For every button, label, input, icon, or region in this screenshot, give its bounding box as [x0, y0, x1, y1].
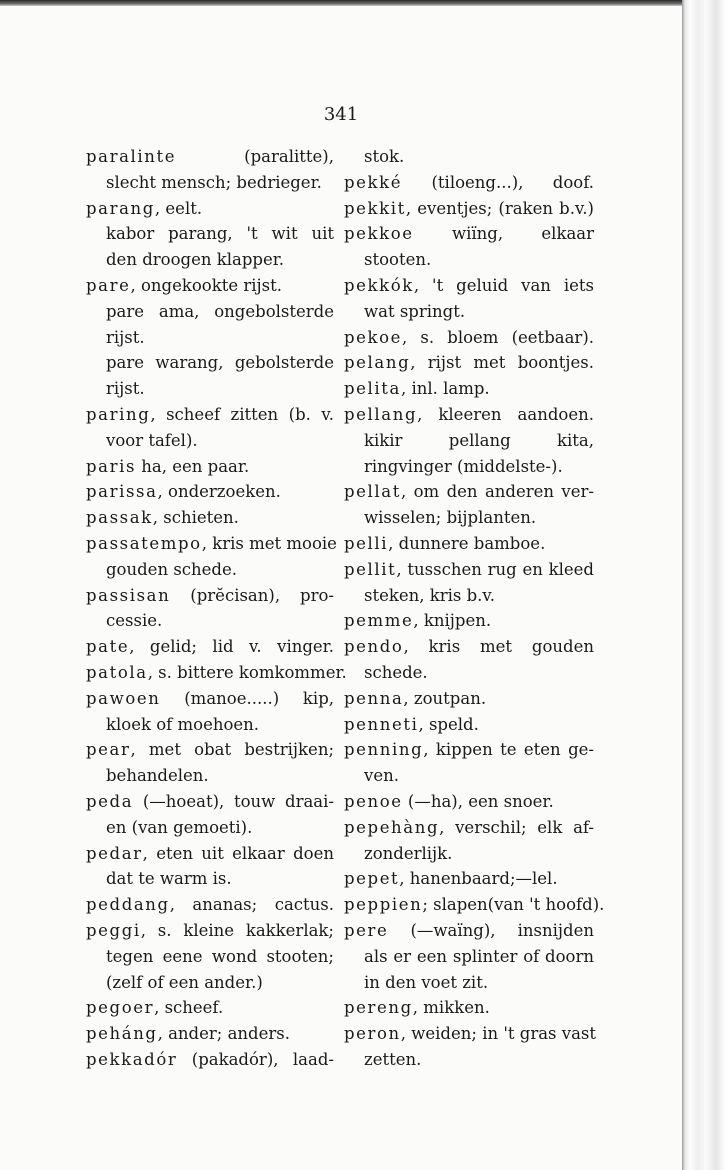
entry-text: , weiden; in 't gras vast: [400, 1024, 597, 1044]
dictionary-entry-line: [344, 350, 594, 376]
entry-text: schede.: [364, 662, 428, 682]
dictionary-entry-line: [86, 583, 334, 609]
entry-text: slecht mensch; bedrieger.: [106, 172, 322, 192]
entry-text: , 't geluid van iets: [413, 275, 594, 295]
entry-text: zetten.: [364, 1049, 422, 1069]
entry-text: kikir pellang kita,: [364, 430, 594, 450]
entry-headword: pegoer: [86, 998, 155, 1018]
entry-text: , ananas; cactus.: [169, 895, 334, 915]
dictionary-entry-line: [86, 892, 334, 918]
entry-text: , kris met mooie: [201, 533, 337, 553]
entry-text: , scheef.: [154, 998, 224, 1018]
entry-text: , om den anderen ver-: [400, 482, 594, 502]
entry-headword: pellit: [344, 559, 397, 579]
dictionary-entry-line: [344, 376, 594, 402]
dictionary-entry-line: [344, 170, 594, 196]
dictionary-continuation-line: [344, 660, 594, 686]
entry-headword: peddang: [86, 895, 170, 915]
dictionary-entry-line: [86, 737, 334, 763]
entry-headword: pere: [344, 920, 389, 940]
entry-text: (—ha), een snoer.: [402, 791, 554, 811]
dictionary-entry-line: [344, 892, 605, 918]
dictionary-entry-line: [86, 505, 334, 531]
entry-text: als er een splinter of doorn: [364, 946, 594, 966]
dictionary-continuation-line: [86, 428, 334, 454]
dictionary-continuation-line: [344, 454, 594, 480]
entry-headword: peron: [344, 1024, 401, 1044]
entry-headword: pawoen: [86, 688, 161, 708]
dictionary-entry-line: [86, 454, 334, 480]
dictionary-entry-line: [344, 815, 594, 841]
entry-text: , scheef zitten (b. v.: [150, 404, 334, 424]
entry-text: , schieten.: [152, 508, 239, 528]
dictionary-entry-line: [86, 531, 337, 557]
dictionary-continuation-line: [86, 970, 334, 996]
dictionary-continuation-line: [86, 170, 334, 196]
dictionary-entry-line: [86, 479, 334, 505]
dictionary-entry-line: [86, 273, 334, 299]
dictionary-entry-line: [344, 995, 594, 1021]
dictionary-continuation-line: [86, 350, 334, 376]
entry-headword: pekoe: [344, 327, 403, 347]
entry-text: , hanenbaard;—lel.: [399, 869, 558, 889]
dictionary-continuation-line: [86, 247, 334, 273]
entry-headword: penneti: [344, 714, 419, 734]
entry-text: ; slapen(van 't hoofd).: [422, 895, 605, 915]
dictionary-continuation-line: [344, 944, 594, 970]
entry-headword: peháng: [86, 1024, 158, 1044]
entry-text: (manoe.....) kip,: [160, 688, 334, 708]
entry-text: , zoutpan.: [403, 688, 487, 708]
entry-headword: pepet: [344, 869, 400, 889]
dictionary-continuation-line: [344, 970, 594, 996]
dictionary-continuation-line: [344, 299, 594, 325]
entry-headword: penoe: [344, 791, 403, 811]
dictionary-entry-line: [344, 1021, 597, 1047]
entry-text: pare warang, gebolsterde: [106, 353, 334, 373]
entry-text: wat springt.: [364, 301, 466, 321]
entry-text: , ander; anders.: [157, 1024, 290, 1044]
entry-text: , tusschen rug en kleed: [396, 559, 594, 579]
entry-headword: penna: [344, 688, 404, 708]
entry-text: , eten uit elkaar doen: [142, 843, 334, 863]
dictionary-entry-line: [344, 273, 594, 299]
dictionary-entry-line: [86, 1047, 334, 1073]
entry-text: , kleeren aandoen.: [417, 404, 594, 424]
dictionary-continuation-line: [86, 763, 334, 789]
dictionary-entry-line: [344, 221, 594, 247]
dictionary-continuation-line: [86, 815, 334, 841]
entry-headword: pepehàng: [344, 817, 440, 837]
entry-text: , s. bloem (eetbaar).: [402, 327, 594, 347]
entry-text: (prĕcisan), pro-: [170, 585, 334, 605]
dictionary-entry-line: [86, 196, 334, 222]
dictionary-entry-line: [344, 325, 594, 351]
entry-text: en (van gemoeti).: [106, 817, 253, 837]
entry-headword: paring: [86, 404, 151, 424]
entry-headword: paris: [86, 456, 137, 476]
dictionary-continuation-line: [86, 944, 334, 970]
entry-text: pare ama, ongebolsterde: [106, 301, 334, 321]
page-fore-edge: [682, 0, 726, 1170]
entry-text: , speld.: [418, 714, 479, 734]
entry-text: in den voet zit.: [364, 972, 489, 992]
entry-text: , dunnere bamboe.: [388, 533, 546, 553]
entry-text: (pakadór), laad-: [177, 1049, 334, 1069]
entry-headword: pekké: [344, 172, 403, 192]
dictionary-entry-line: [344, 557, 594, 583]
entry-text: steken, kris b.v.: [364, 585, 496, 605]
entry-headword: parissa: [86, 482, 158, 502]
dictionary-entry-line: [344, 866, 594, 892]
dictionary-entry-line: [344, 196, 594, 222]
scan-top-edge: [0, 0, 690, 6]
entry-text: , kris met gouden: [403, 637, 594, 657]
dictionary-entry-line: [344, 789, 594, 815]
right-column: [344, 144, 605, 1073]
entry-text: stok.: [364, 147, 405, 166]
entry-headword: penning: [344, 740, 424, 760]
entry-text: , gelid; lid v. vinger.: [129, 637, 334, 657]
dictionary-entry-line: [86, 789, 334, 815]
entry-headword: parang: [86, 198, 155, 218]
dictionary-entry-line: [86, 634, 334, 660]
entry-headword: pear: [86, 740, 131, 760]
dictionary-entry-line: [344, 608, 594, 634]
entry-headword: pare: [86, 275, 131, 295]
left-column: [86, 144, 347, 1073]
entry-headword: pelli: [344, 533, 389, 553]
dictionary-entry-line: [86, 1021, 334, 1047]
entry-text: (—waïng), insnijden: [388, 920, 594, 940]
dictionary-entry-line: [344, 634, 594, 660]
entry-headword: pellat: [344, 482, 401, 502]
entry-text: cessie.: [106, 611, 163, 631]
dictionary-continuation-line: [86, 608, 334, 634]
entry-text: , kippen te eten ge-: [423, 740, 594, 760]
dictionary-entry-line: [344, 402, 594, 428]
entry-headword: passatempo: [86, 533, 202, 553]
dictionary-continuation-line: [344, 505, 594, 531]
dictionary-entry-line: [344, 686, 594, 712]
entry-text: , s. kleine kakkerlak;: [140, 920, 334, 940]
dictionary-continuation-line: [86, 221, 334, 247]
dictionary-continuation-line: [344, 763, 594, 789]
entry-text: den droogen klapper.: [106, 250, 285, 270]
entry-headword: pekkadór: [86, 1049, 178, 1069]
dictionary-entry-line: [344, 737, 594, 763]
dictionary-entry-line: [86, 841, 334, 867]
entry-text: voor tafel).: [106, 430, 198, 450]
dictionary-continuation-line: [86, 376, 334, 402]
entry-text: rijst.: [106, 379, 145, 399]
entry-text: (zelf of een ander.): [106, 972, 263, 992]
entry-text: ha, een paar.: [136, 456, 250, 476]
entry-text: , eelt.: [154, 198, 203, 218]
dictionary-entry-line: [86, 995, 334, 1021]
entry-text: , rijst met boontjes.: [410, 353, 594, 373]
entry-text: kabor parang, 't wit uit: [106, 224, 334, 244]
entry-text: behandelen.: [106, 766, 209, 786]
entry-headword: pekkoe: [344, 224, 414, 244]
entry-text: zonderlijk.: [364, 843, 453, 863]
dictionary-continuation-line: [86, 712, 334, 738]
dictionary-continuation-line: [86, 299, 334, 325]
entry-text: , met obat bestrijken;: [130, 740, 334, 760]
dictionary-entry-line: [86, 402, 334, 428]
page-number: 341: [323, 104, 359, 125]
dictionary-entry-line: [344, 479, 594, 505]
dictionary-continuation-line: [344, 583, 594, 609]
dictionary-continuation-line: [344, 247, 594, 273]
entry-text: ringvinger (middelste-).: [364, 456, 563, 476]
entry-headword: pellang: [344, 404, 418, 424]
entry-text: stooten.: [364, 250, 432, 270]
dictionary-continuation-line: [86, 325, 334, 351]
dictionary-entry-line: [86, 918, 334, 944]
entry-headword: pereng: [344, 998, 413, 1018]
dictionary-continuation-line: [344, 144, 594, 170]
entry-text: ven.: [364, 766, 399, 786]
entry-text: gouden schede.: [106, 559, 237, 579]
entry-headword: paralinte: [86, 147, 177, 166]
entry-headword: peda: [86, 791, 134, 811]
entry-text: tegen eene wond stooten;: [106, 946, 334, 966]
entry-text: (paralitte),: [176, 147, 334, 166]
entry-headword: pekkit: [344, 198, 406, 218]
dictionary-continuation-line: [344, 1047, 594, 1073]
entry-text: , eventjes; (raken b.v.): [405, 198, 594, 218]
entry-text: , knijpen.: [413, 611, 492, 631]
entry-text: , s. bittere komkommer.: [147, 662, 347, 682]
entry-headword: peppien: [344, 895, 423, 915]
entry-headword: pelang: [344, 353, 411, 373]
entry-text: (—hoeat), touw draai-: [133, 791, 334, 811]
entry-headword: pelita: [344, 379, 401, 399]
entry-headword: pendo: [344, 637, 404, 657]
dictionary-continuation-line: [86, 866, 334, 892]
entry-headword: pedar: [86, 843, 143, 863]
entry-text: kloek of moehoen.: [106, 714, 260, 734]
dictionary-entry-line: [344, 712, 594, 738]
dictionary-entry-line: [86, 686, 334, 712]
entry-headword: pemme: [344, 611, 414, 631]
dictionary-entry-line: [86, 660, 347, 686]
entry-headword: pate: [86, 637, 130, 657]
entry-headword: peggi: [86, 920, 141, 940]
dictionary-continuation-line: [344, 841, 594, 867]
entry-text: wisselen; bijplanten.: [364, 508, 537, 528]
entry-text: rijst.: [106, 327, 145, 347]
entry-text: wiïng, elkaar: [413, 224, 594, 244]
entry-headword: passak: [86, 508, 153, 528]
entry-text: , mikken.: [412, 998, 490, 1018]
entry-text: , verschil; elk af-: [439, 817, 594, 837]
dictionary-continuation-line: [86, 557, 334, 583]
entry-headword: patola: [86, 662, 148, 682]
entry-headword: pekkók: [344, 275, 414, 295]
entry-text: (tiloeng...), doof.: [402, 172, 594, 192]
entry-text: , inl. lamp.: [400, 379, 490, 399]
entry-headword: passisan: [86, 585, 171, 605]
dictionary-continuation-line: [344, 428, 594, 454]
dictionary-entry-line: [344, 918, 594, 944]
dictionary-entry-line: [86, 144, 334, 170]
entry-text: dat te warm is.: [106, 869, 232, 889]
entry-text: , onderzoeken.: [157, 482, 281, 502]
entry-text: , ongekookte rijst.: [130, 275, 282, 295]
dictionary-entry-line: [344, 531, 594, 557]
